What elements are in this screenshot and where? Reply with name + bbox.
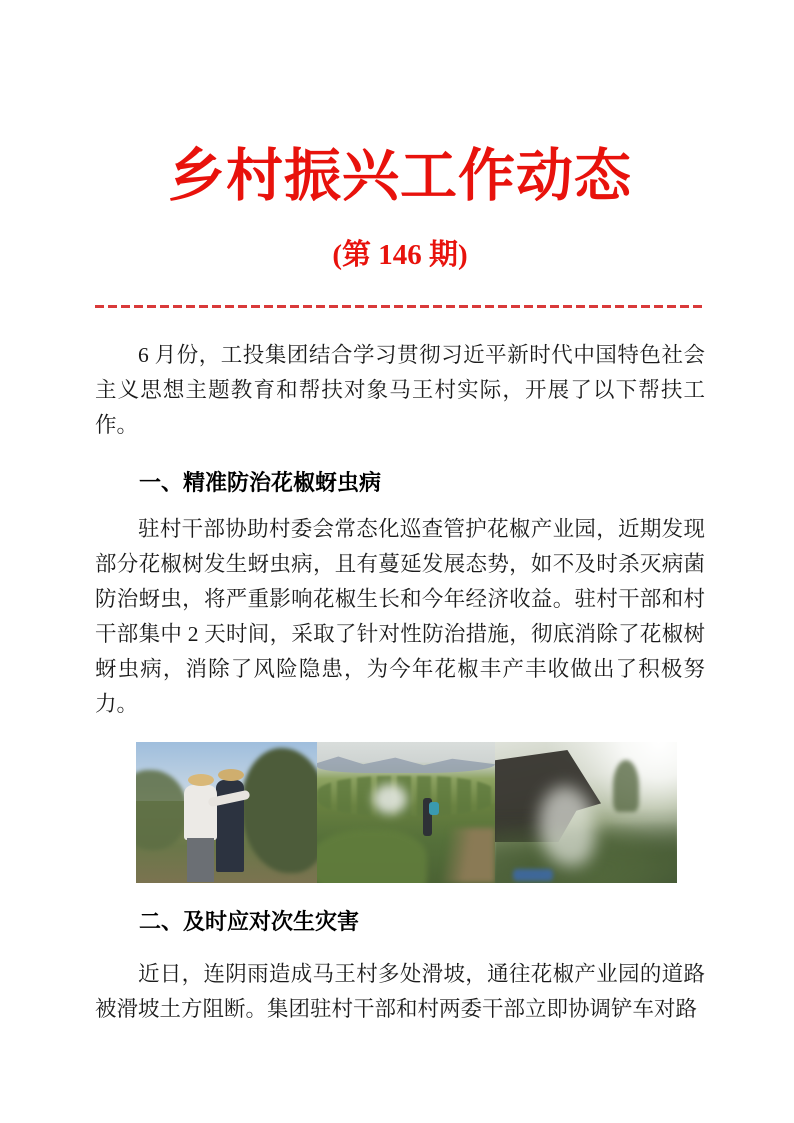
- page-title: 乡村振兴工作动态: [168, 145, 632, 208]
- photo1-straw-hat-front: [188, 774, 214, 786]
- section-2-heading: 二、及时应对次生灾害: [139, 909, 360, 934]
- photo1-straw-hat-rear: [218, 769, 244, 781]
- section-2-body: 近日，连阴雨造成马王村多处滑坡，通往花椒产业园的道路被滑坡土方阻断。集团驻村干部和村两委干部立即协调铲车对路: [95, 962, 705, 1021]
- section-1-heading: 一、精准防治花椒蚜虫病: [139, 470, 382, 495]
- photo3-tall-tree: [613, 760, 639, 812]
- photo-strip: [136, 742, 677, 883]
- photo3-blue-tarp: [513, 869, 553, 881]
- photo1-farmer-pants: [187, 838, 214, 882]
- section-1-body: 驻村干部协助村委会常态化巡查管护花椒产业园，近期发现部分花椒树发生蚜虫病，且有蔓延发展态势，如不及时杀灭病菌防治蚜虫，将严重影响花椒生长和今年经济收益。驻村干部和村干部集中 2 天时间，采取了针对性防治措施，彻底消除了花椒树蚜虫病，消除了风险隐患，为今年花椒丰产丰收做出了积极努力。: [95, 517, 705, 716]
- photo2-dirt-path: [425, 828, 495, 883]
- document-content: [0, 145, 794, 1027]
- photo2-spray-mist: [373, 784, 407, 814]
- photo2-foreground-foliage: [317, 829, 427, 883]
- issue-number: (第 146 期): [332, 239, 468, 271]
- photo-spray-mist: [495, 742, 677, 883]
- dashed-divider: [95, 305, 705, 308]
- intro-paragraph: 6 月份，工投集团结合学习贯彻习近平新时代中国特色社会主义思想主题教育和帮扶对象马王村实际，开展了以下帮扶工作。: [95, 343, 705, 437]
- photo-orchard-inspection: [136, 742, 317, 883]
- photo1-farmer-white-shirt: [184, 785, 217, 840]
- photo2-sprayer-backpack: [429, 802, 439, 815]
- photo-orchard-spraying: [317, 742, 495, 883]
